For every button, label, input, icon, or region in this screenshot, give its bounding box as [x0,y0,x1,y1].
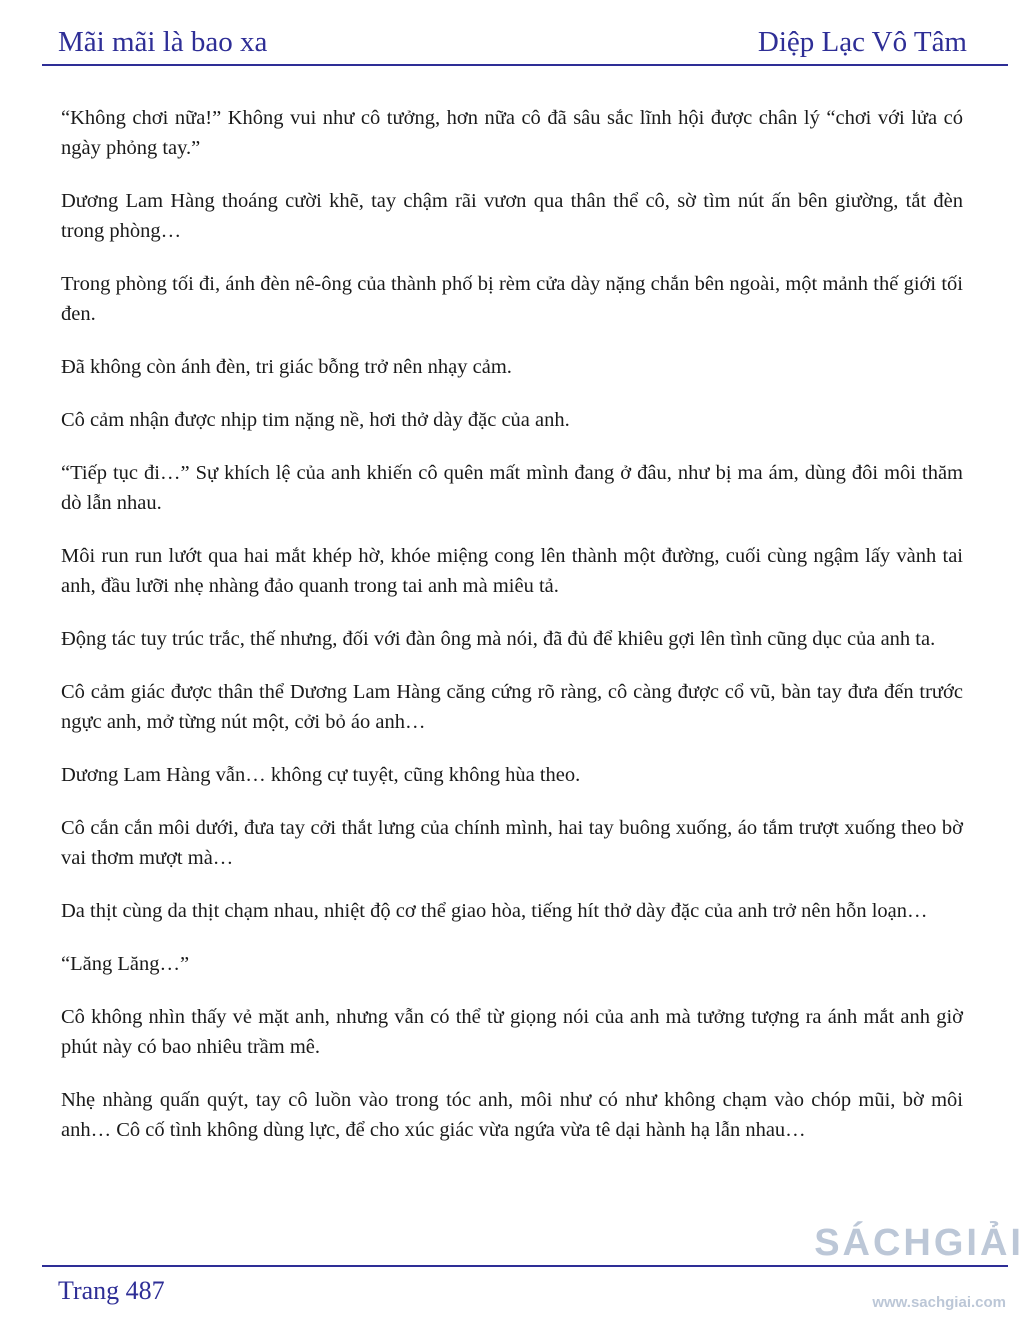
watermark [814,1222,1024,1322]
paragraph: Cô không nhìn thấy vẻ mặt anh, nhưng vẫn có thể từ giọng nói của anh mà tưởng tượng ra ánh mắt anh giờ phút này có bao nhiêu trầm mê. [61,1006,963,1058]
paragraph: Cô cảm giác được thân thể Dương Lam Hàng căng cứng rõ ràng, cô càng được cổ vũ, bàn tay đưa đến trước ngực anh, mở từng nút một, cởi bỏ áo anh… [61,681,963,733]
book-author: Diệp Lạc Vô Tâm [757,26,967,58]
paragraph: “Lăng Lăng…” [61,953,190,975]
paragraph: Dương Lam Hàng thoáng cười khẽ, tay chậm rãi vươn qua thân thể cô, sờ tìm nút ấn bên giường, tắt đèn trong phòng… [61,190,963,242]
watermark-url: www.sachgiai.com [872,1294,1006,1311]
paragraph: Đã không còn ánh đèn, tri giác bỗng trở nên nhạy cảm. [61,356,512,378]
paragraph: Trong phòng tối đi, ánh đèn nê-ông của thành phố bị rèm cửa dày nặng chắn bên ngoài, một mảnh thế giới tối đen. [61,273,963,325]
book-title: Mãi mãi là bao xa [58,26,268,58]
paragraph: Cô cảm nhận được nhịp tim nặng nề, hơi thở dày đặc của anh. [61,409,570,431]
paragraph: Da thịt cùng da thịt chạm nhau, nhiệt độ cơ thể giao hòa, tiếng hít thở dày đặc của anh trở nên hỗn loạn… [61,900,928,922]
header-divider [42,64,1008,66]
paragraph: Dương Lam Hàng vẫn… không cự tuyệt, cũng không hùa theo. [61,764,581,786]
paragraph: “Không chơi nữa!” Không vui như cô tưởng, hơn nữa cô đã sâu sắc lĩnh hội được chân lý “chơi với lửa có ngày phỏng tay.” [61,107,963,159]
watermark-logo: SÁCHGIẢI [814,1222,1024,1264]
page-header [0,0,1024,66]
paragraph: Động tác tuy trúc trắc, thế nhưng, đối với đàn ông mà nói, đã đủ để khiêu gợi lên tình cũng dục của anh ta. [61,628,936,650]
page-content [61,103,963,1168]
paragraph: “Tiếp tục đi…” Sự khích lệ của anh khiến cô quên mất mình đang ở đâu, như bị ma ám, dùng đôi môi thăm dò lẫn nhau. [61,462,963,514]
footer-divider [42,1265,1008,1267]
paragraph: Môi run run lướt qua hai mắt khép hờ, khóe miệng cong lên thành một đường, cuối cùng ngậm lấy vành tai anh, đầu lưỡi nhẹ nhàng đảo quanh trong tai anh mà miêu tả. [61,545,963,597]
page-number: Trang 487 [58,1276,165,1305]
paragraph: Nhẹ nhàng quấn quýt, tay cô luồn vào trong tóc anh, môi như có như không chạm vào chóp mũi, bờ môi anh… Cô cố tình không dùng lực, để cho xúc giác vừa ngứa vừa tê dại hành hạ lẫn nhau… [61,1089,963,1141]
paragraph: Cô cắn cắn môi dưới, đưa tay cởi thắt lưng của chính mình, hai tay buông xuống, áo tắm trượt xuống theo bờ vai thơm mượt mà… [61,817,963,869]
